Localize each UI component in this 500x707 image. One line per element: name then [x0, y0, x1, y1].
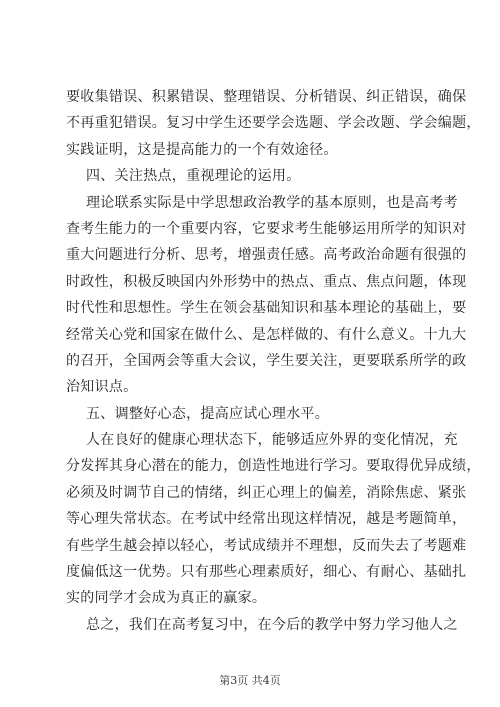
text-line: 有些学生越会掉以轻心，考试成绩并不理想，反而失去了考题难 — [66, 537, 467, 554]
text-line: 经常关心党和国家在做什么、是怎样做的、有什么意义。十九大 — [66, 326, 467, 343]
text-line: 分发挥其身心潜在的能力，创造性地进行学习。要取得优异成绩， — [66, 458, 481, 475]
text-line: 时政性，积极反映国内外形势中的热点、重点、焦点问题，体现 — [66, 273, 467, 290]
text-line: 治知识点。 — [66, 379, 138, 396]
text-line: 必须及时调节自己的情绪，纠正心理上的偏差，消除焦虑、紧张 — [66, 484, 467, 501]
text-line: 不再重犯错误。复习中学生还要学会选题、学会改题、学会编题， — [66, 115, 481, 132]
text-line: 的召开，全国两会等重大会议，学生要关注，更要联系所学的政 — [66, 352, 467, 369]
text-line: 总之，我们在高考复习中，在今后的教学中努力学习他人之 — [86, 616, 458, 633]
text-line: 理论联系实际是中学思想政治教学的基本原则，也是高考考 — [86, 194, 458, 211]
page-number-footer: 第3页 共4页 — [219, 674, 281, 687]
text-line: 度偏低这一优势。只有那些心理素质好，细心、有耐心、基础扎 — [66, 564, 467, 581]
section-heading: 五、调整好心态，提高应试心理水平。 — [86, 405, 330, 422]
text-line: 查考生能力的一个重要内容，它要求考生能够运用所学的知识对 — [66, 220, 467, 237]
text-line: 时代性和思想性。学生在领会基础知识和基本理论的基础上，要 — [66, 300, 467, 317]
text-line: 实践证明，这是提高能力的一个有效途径。 — [66, 141, 338, 158]
text-line: 重大问题进行分析、思考，增强责任感。高考政治命题有很强的 — [66, 247, 467, 264]
text-line: 实的同学才会成为真正的赢家。 — [66, 590, 267, 607]
document-body — [66, 84, 481, 638]
text-line: 人在良好的健康心理状态下，能够适应外界的变化情况，充 — [86, 432, 458, 449]
text-line: 等心理失常状态。在考试中经常出现这样情况，越是考题简单， — [66, 511, 467, 528]
section-heading: 四、关注热点，重视理论的运用。 — [86, 168, 301, 185]
text-line: 要收集错误、积累错误、整理错误、分析错误、纠正错误，确保 — [66, 89, 467, 105]
